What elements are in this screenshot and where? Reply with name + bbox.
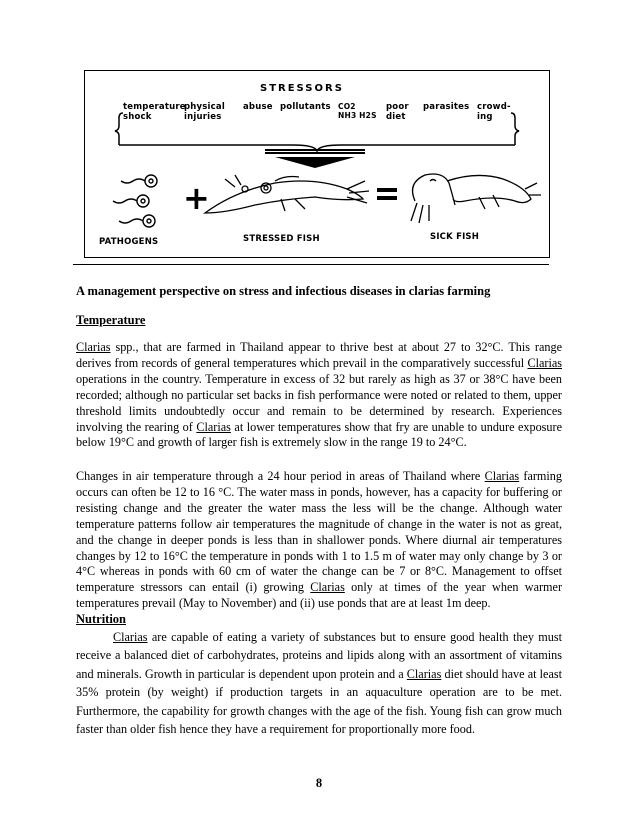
stressors-title: STRESSORS [260, 83, 344, 94]
label-sick-fish: SICK FISH [430, 232, 480, 242]
stressor-abuse: abuse [243, 102, 273, 112]
label-stressed-fish: STRESSED FISH [243, 234, 320, 244]
plus-sign: + [183, 179, 211, 217]
page-number: 8 [315, 776, 323, 790]
sick-fish-drawing [411, 174, 541, 223]
stressor-temperature-shock: temperature shock [123, 102, 186, 122]
temperature-paragraph-2: Changes in air temperature through a 24 hour period in areas of Thailand where Clarias farming occurs can often be 12 to 16 °C. The water mass in ponds, however, has a capacity for buffering or resisting change and the greater the water mass the less will be the change. Although water temperature patterns follow air temperatures the magnitude of change in the water is not as great, and the change in deeper ponds is less than in shallower ponds. Where diurnal air temperatures changes by 12 to 16°C the temperature in ponds with 1 to 1.5 m of water may only change by 3 or 4°C whereas in ponds with 60 cm of water the change can be 7 or 8°C. Management to offset temperature stressors can entail (i) growing Clarias only at times of the year when warmer temperatures prevail (May to November) and (ii) use ponds that are at least 1m deep. [76, 469, 563, 611]
pathogen-cells [113, 175, 157, 227]
label-pathogens: PATHOGENS [99, 237, 159, 247]
stressor-pollutants: pollutants [280, 102, 331, 112]
stressor-poor-diet: poor diet [386, 102, 409, 122]
figure-divider [73, 264, 549, 265]
heading-temperature: Temperature [76, 313, 146, 327]
nutrition-paragraph: Clarias are capable of eating a variety of substances but to ensure good health they must receive a balanced diet of carbohydrates, proteins and lipids along with an assortment of vitamins and minerals. Growth in particular is dependent upon protein and a Clarias diet should have at least 35% protein (by weight) if production targets in an aquaculture operation are to be met. Furthermore, the capability for growth changes with the age of the fish. Young fish can grow much faster than older fish hence they have a requirement for proportionally more food. [76, 630, 562, 737]
figure-caption: A management perspective on stress and infectious diseases in clarias farming [76, 284, 491, 298]
figure-drawing [85, 71, 551, 259]
stressor-crowding: crowd- ing [477, 102, 511, 122]
stressor-co2-nh3-h2s: CO2 NH3 H2S [338, 102, 377, 120]
stressor-physical-injuries: physical injuries [184, 102, 225, 122]
stressors-figure [84, 70, 550, 258]
stressed-fish-drawing [205, 175, 369, 213]
temperature-paragraph-1: Clarias spp., that are farmed in Thailand appear to thrive best at about 27 to 32°C. This range derives from records of general temperatures which prevail in the comparatively successful Clarias operations in the country. Temperature in excess of 32 but rarely as high as 37 or 38°C have been recorded; although no particular set backs in fish performance were noted or related to them, upper threshold limits undoubtedly occur and remain to be determined by research. Experiences involving the rearing of Clarias at lower temperatures show that fry are unable to undure exposure below 19°C and growth of larger fish is extremely slow in the range 19 to 24°C. [76, 340, 562, 450]
stressor-parasites: parasites [423, 102, 470, 112]
heading-nutrition: Nutrition [76, 612, 126, 626]
